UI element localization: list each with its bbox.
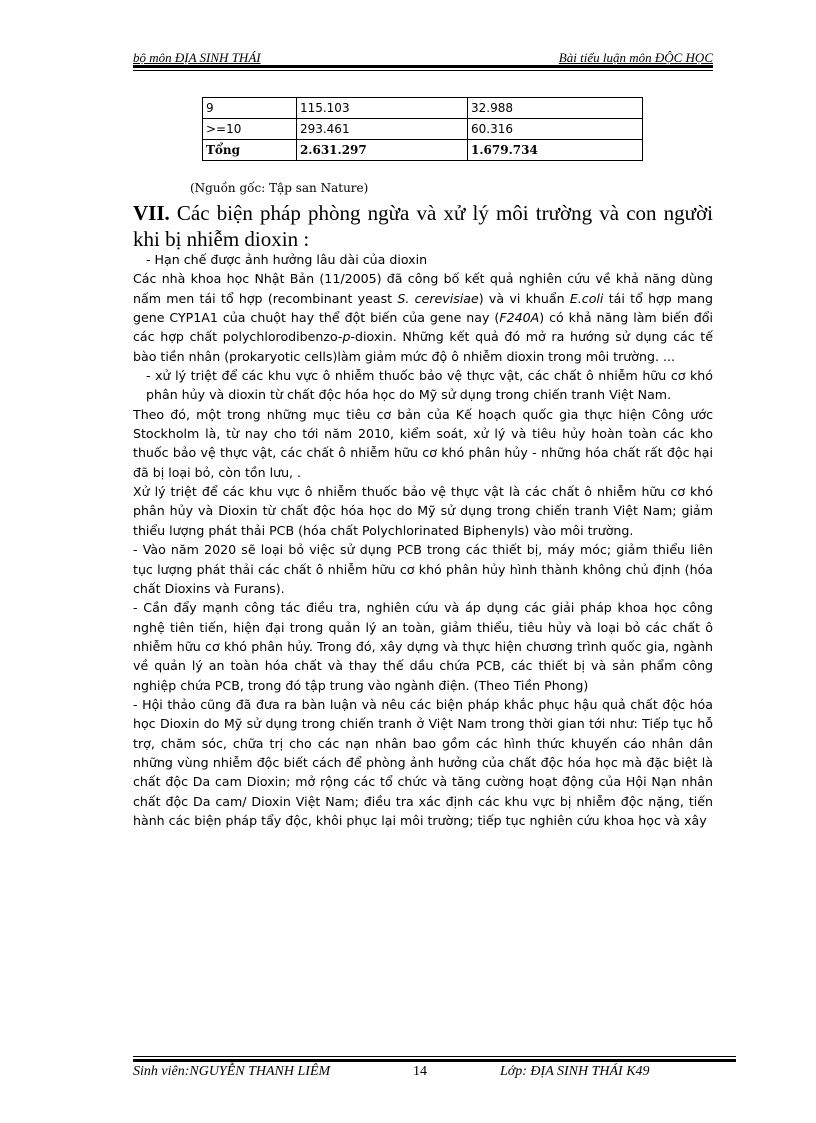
- text-run: ) có khả năng làm biến đổi các hợp chất polychlorodibenzo-: [133, 310, 713, 345]
- paragraph: - Cần đẩy mạnh công tác điều tra, nghiên cứu và áp dụng các giải pháp khoa học công nghệ tiên tiến, hiện đại trong quản lý an toàn, giảm thiểu, tiêu hủy và loại bỏ các chất ô nhiễm hữu cơ khó phân hủy. Trong đó, xây dựng và thực hiện chương trình quốc gia, ngành về quản lý an toàn hóa chất và thay thế dầu chứa PCB, các thiết bị và sản phẩm công nghiệp chứa PCB, trong đó tập trung vào ngành điện. (Theo Tiền Phong): [133, 600, 713, 693]
- table-cell: 9: [203, 98, 297, 119]
- table-cell: 115.103: [296, 98, 467, 119]
- species-name: E.coli: [569, 290, 604, 306]
- header-rule-thick: [133, 65, 713, 68]
- section-heading: [133, 200, 713, 252]
- table-cell: 1.679.734: [468, 140, 643, 161]
- text-run: -dioxin. Những kết quả đó mở ra hướng sử dụng các tế bào tiền nhân (prokaryotic cells)làm giảm mức độ ô nhiễm dioxin trong môi trường. ...: [133, 329, 713, 364]
- section-number: VII.: [133, 201, 170, 225]
- footer-student: Sinh viên:NGUYỄN THANH LIÊM: [133, 1064, 331, 1079]
- text-run: Các nhà khoa học Nhật Bản (11/2005) đã công bố kết quả nghiên cứu về khả năng dùng nấm men tái tổ hợp (recombinant yeast: [133, 271, 713, 306]
- text-run: ) và vi khuẩn: [478, 290, 570, 306]
- table-row: [203, 119, 643, 140]
- table-cell: 32.988: [468, 98, 643, 119]
- table-row: [203, 98, 643, 119]
- paragraph: [133, 269, 713, 366]
- paragraph: Theo đó, một trong những mục tiêu cơ bản của Kế hoạch quốc gia thực hiện Công ước Stockholm là, từ nay cho tới năm 2010, kiểm soát, xử lý và tiêu hủy hoàn toàn các kho thuốc bảo vệ thực vật, các chất ô nhiễm hữu cơ khó phân hủy - những hóa chất rất độc hại đã bị loại bỏ, còn tồn lưu, .: [133, 406, 713, 480]
- table-cell: 60.316: [468, 119, 643, 140]
- footer-rule-thin: [133, 1056, 736, 1057]
- footer-rule-thick: [133, 1059, 736, 1062]
- page-footer: [133, 1064, 736, 1084]
- paragraph: Xử lý triệt để các khu vực ô nhiễm thuốc bảo vệ thực vật là các chất ô nhiễm hữu cơ khó phân hủy và Dioxin từ chất độc hóa học do Mỹ sử dụng trong chiến tranh Việt Nam; giảm thiểu lượng phát thải PCB (hóa chất Polychlorinated Biphenyls) vào môi trường.: [133, 484, 713, 538]
- footer-class: Lớp: ĐỊA SINH THÁI K49: [500, 1064, 650, 1079]
- paragraph: - Vào năm 2020 sẽ loại bỏ việc sử dụng PCB trong các thiết bị, máy móc; giảm thiểu liên tục lượng phát thải các chất ô nhiễm hữu cơ khó phân hủy hình thành không chủ định (hóa chất Dioxins và Furans).: [133, 542, 713, 596]
- chemical-prefix: p: [342, 329, 351, 345]
- header-department: bộ môn ĐỊA SINH THÁI: [133, 50, 261, 65]
- section-title: Các biện pháp phòng ngừa và xử lý môi trường và con người khi bị nhiễm dioxin :: [133, 201, 714, 251]
- mutant-name: F240A: [499, 310, 540, 326]
- body-text: [133, 250, 713, 830]
- table-total-row: [203, 140, 643, 161]
- paragraph: - Hạn chế được ảnh hưởng lâu dài của dioxin: [146, 252, 428, 267]
- page-header: [133, 48, 713, 66]
- header-course-title: Bài tiểu luận môn ĐỘC HỌC: [558, 50, 713, 65]
- table-cell: >=10: [203, 119, 297, 140]
- table-cell: 2.631.297: [296, 140, 467, 161]
- header-rule-thin: [133, 70, 713, 71]
- table-cell: 293.461: [296, 119, 467, 140]
- data-table: [202, 97, 643, 161]
- paragraph: - Hội thảo cũng đã đưa ra bàn luận và nêu các biện pháp khắc phục hậu quả chất độc hóa học Dioxin do Mỹ sử dụng trong chiến tranh ở Việt Nam trong thời gian tới như: Tiếp tục hỗ trợ, chăm sóc, chữa trị cho các nạn nhân bao gồm các hình thức khuyến cáo nhân dân những vùng nhiễm độc biết cách để phòng ảnh hưởng của chất độc hóa học mà đặc biệt là chất độc Da cam Dioxin; mở rộng các tổ chức và tăng cường hoạt động của Hội Nạn nhân chất độc Da cam/ Dioxin Việt Nam; điều tra xác định các khu vực bị nhiễm độc nặng, tiến hành các biện pháp tẩy độc, khôi phục lại môi trường; tiếp tục nghiên cứu khoa học và xây: [133, 696, 713, 828]
- text-run: tái tổ hợp mang gene CYP1A1 của chuột hay thể đột biến của gene nay (: [133, 290, 713, 326]
- page-number: 14: [413, 1064, 427, 1079]
- paragraph: - xử lý triệt để các khu vực ô nhiễm thuốc bảo vệ thực vật, các chất ô nhiễm hữu cơ khó phân hủy và dioxin từ chất độc hóa học do Mỹ sử dụng trong chiến tranh Việt Nam.: [146, 368, 713, 403]
- species-name: S. cerevisiae: [397, 290, 479, 306]
- source-note: (Nguồn gốc: Tập san Nature): [190, 181, 369, 195]
- table-cell: Tổng: [203, 140, 297, 161]
